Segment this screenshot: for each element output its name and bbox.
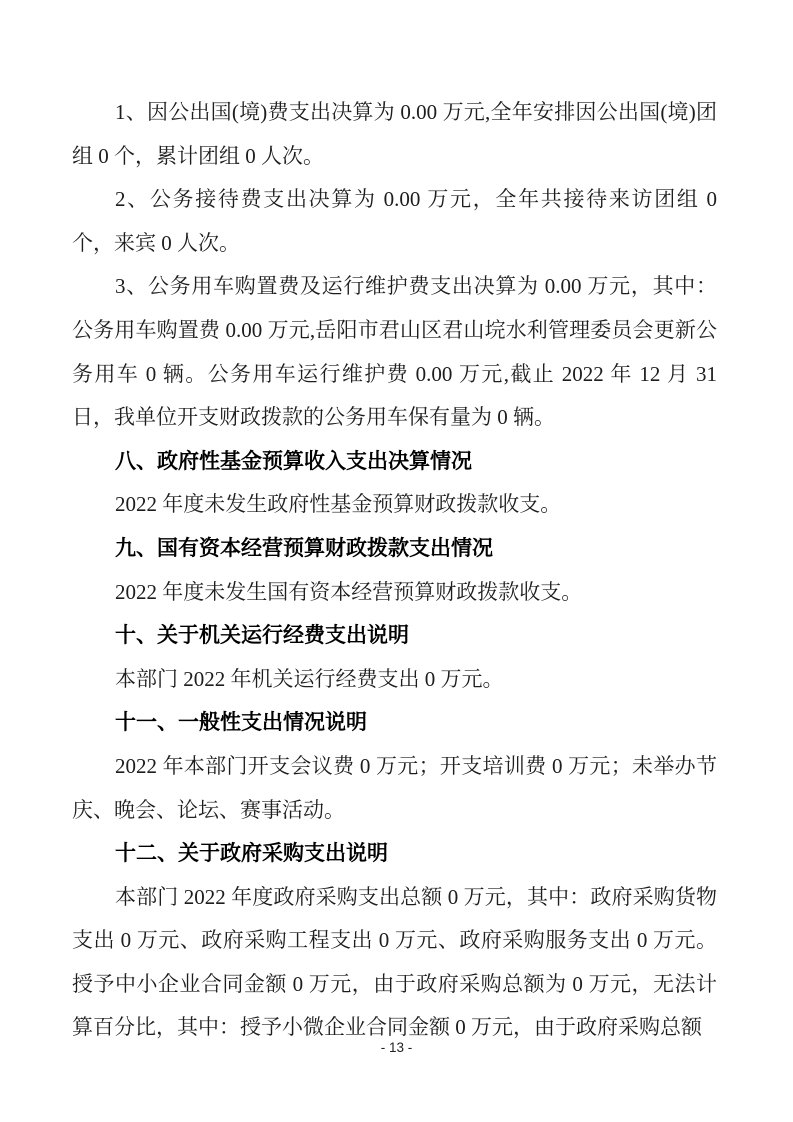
body-paragraph-general-expenditure: 2022 年本部门开支会议费 0 万元；开支培训费 0 万元；未举办节庆、晚会、论坛、赛事活动。 <box>72 753 717 822</box>
document-body <box>72 91 717 1050</box>
section-heading-12-procurement: 十二、关于政府采购支出说明 <box>115 842 388 866</box>
body-paragraph-government-funds: 2022 年度未发生政府性基金预算财政拨款收支。 <box>115 492 562 517</box>
body-paragraph-procurement: 本部门 2022 年度政府采购支出总额 0 万元，其中：政府采购货物支出 0 万元、政府采购工程支出 0 万元、政府采购服务支出 0 万元。授予中小企业合同金额 0 万元，由于政府采购总额为 0 万元，无法计算百分比，其中：授予小微企业合同金额 0 万元，由于政府采购总额 <box>72 884 717 1040</box>
body-paragraph-state-capital: 2022 年度未发生国有资本经营预算财政拨款收支。 <box>115 579 583 604</box>
body-paragraph-official-reception: 2、公务接待费支出决算为 0.00 万元，全年共接待来访团组 0 个，来宾 0 人次。 <box>72 187 717 255</box>
section-heading-10-operating-expenses: 十、关于机关运行经费支出说明 <box>115 624 409 648</box>
section-heading-11-general-expenditure: 十一、一般性支出情况说明 <box>115 711 367 735</box>
body-paragraph-official-vehicles: 3、公务用车购置费及运行维护费支出决算为 0.00 万元，其中：公务用车购置费 0.00 万元,岳阳市君山区君山垸水利管理委员会更新公务用车 0 辆。公务用车运行维护费 0.00 万元,截止 2022 年 12 月 31 日，我单位开支财政拨款的公务用车保有量为 0 辆。 <box>72 274 717 430</box>
section-heading-9-state-capital: 九、国有资本经营预算财政拨款支出情况 <box>115 536 493 560</box>
body-paragraph-operating-expenses: 本部门 2022 年机关运行经费支出 0 万元。 <box>115 666 504 691</box>
body-paragraph-outbound-trips: 1、因公出国(境)费支出决算为 0.00 万元,全年安排因公出国(境)团组 0 个，累计团组 0 人次。 <box>72 100 717 168</box>
page-number: - 13 - <box>380 1040 413 1055</box>
section-heading-8-government-funds: 八、政府性基金预算收入支出决算情况 <box>115 449 472 473</box>
